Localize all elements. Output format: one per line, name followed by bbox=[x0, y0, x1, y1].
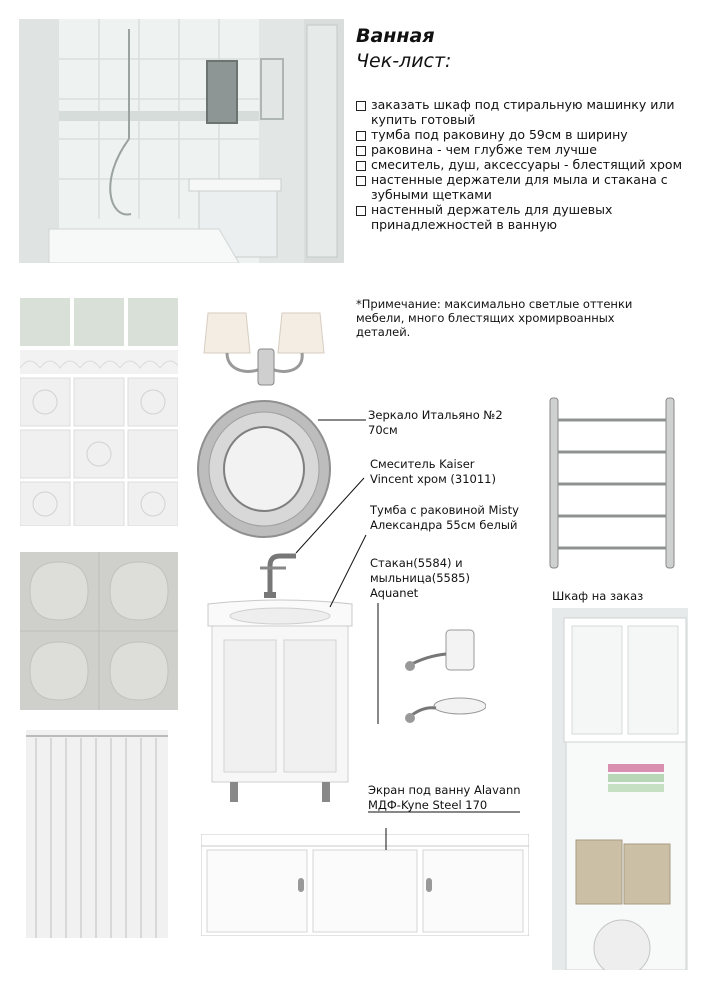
cabinet-label: Шкаф на заказ bbox=[552, 589, 644, 603]
checklist-item: смеситель, душ, аксессуары - блестящий хром bbox=[354, 157, 694, 172]
page-title: Ванная bbox=[356, 25, 435, 47]
note-text: *Примечание: максимально светлые оттенки мебели, много блестящих хромирвоанных деталей. bbox=[356, 297, 633, 339]
checklist-item: тумба под раковину до 59см в ширину bbox=[354, 127, 694, 142]
mirror-label: Зеркало Итальяно №2 70см bbox=[368, 408, 503, 437]
checklist-item: заказать шкаф под стиральную машинку или купить готовый bbox=[354, 97, 694, 127]
checklist-item: настенные держатели для мыла и стакана с зубными щетками bbox=[354, 172, 694, 202]
holders-label: Стакан(5584) и мыльница(5585) Aquanet bbox=[370, 556, 470, 600]
checklist-heading: Чек-лист: bbox=[356, 50, 452, 72]
bath-screen-label: Экран под ванну Alavann МДФ-Kyne Steel 170 bbox=[368, 783, 521, 812]
vanity-label: Тумба с раковиной Misty Александра 55см белый bbox=[370, 503, 519, 532]
faucet-label: Смеситель Kaiser Vincent хром (31011) bbox=[370, 457, 496, 486]
checklist-item: раковина - чем глубже тем лучше bbox=[354, 142, 694, 157]
checklist-item: настенный держатель для душевых принадлежностей в ванную bbox=[354, 202, 694, 232]
